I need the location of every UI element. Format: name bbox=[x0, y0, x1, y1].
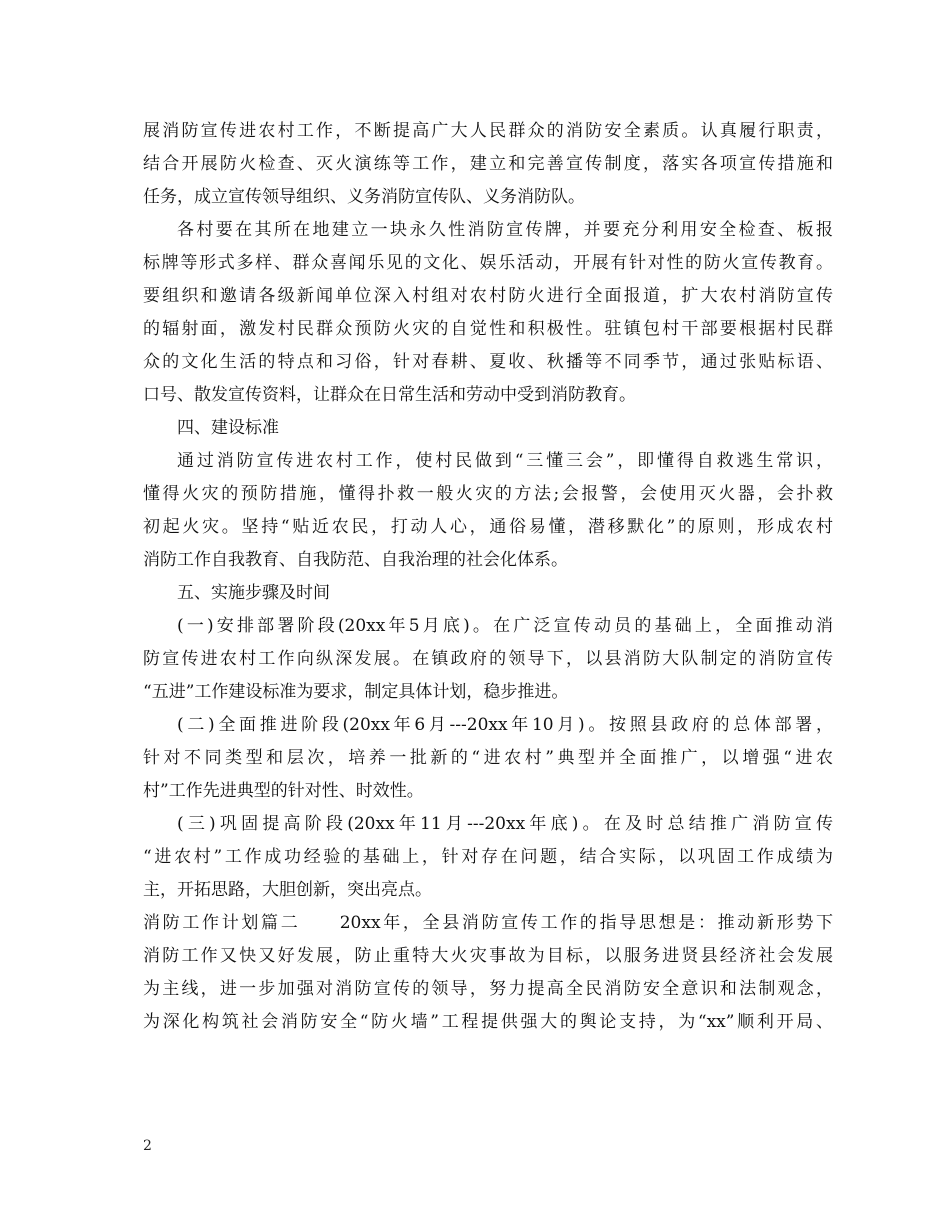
text-line: 为主线，进一步加强对消防宣传的领导，努力提高全民消防安全意识和法制观念， bbox=[143, 979, 833, 999]
text-line: 初起火灾。坚持“贴近农民，打动人心，通俗易懂，潜移默化”的原则，形成农村 bbox=[143, 517, 833, 537]
text-line: 口号、散发宣传资料，让群众在日常生活和劳动中受到消防教育。 bbox=[143, 385, 636, 405]
text-line: “五进”工作建设标准为要求，制定具体计划，稳步推进。 bbox=[143, 682, 569, 702]
text-line: 防宣传进农村工作向纵深发展。在镇政府的领导下，以县消防大队制定的消防宣传 bbox=[143, 649, 833, 669]
text-line: 消防工作计划篇二 20xx年，全县消防宣传工作的指导思想是：推动新形势下 bbox=[143, 913, 833, 933]
text-line: 消防工作又快又好发展，防止重特大火灾事故为目标，以服务进贤县经济社会发展 bbox=[143, 946, 833, 966]
text-line: 通过消防宣传进农村工作，使村民做到“三懂三会”，即懂得自救逃生常识， bbox=[177, 451, 833, 471]
text-line: 五、实施步骤及时间 bbox=[177, 583, 330, 603]
text-line: 主，开拓思路，大胆创新，突出亮点。 bbox=[143, 880, 432, 900]
text-line: 要组织和邀请各级新闻单位深入村组对农村防火进行全面报道，扩大农村消防宣传 bbox=[143, 286, 833, 306]
text-line: (三)巩固提高阶段(20xx年11月---20xx年底)。在及时总结推广消防宣传 bbox=[177, 814, 833, 834]
text-line: 村”工作先进典型的针对性、时效性。 bbox=[143, 781, 424, 801]
text-line: 众的文化生活的特点和习俗，针对春耕、夏收、秋播等不同季节，通过张贴标语、 bbox=[143, 352, 833, 372]
text-line: “进农村”工作成功经验的基础上，针对存在问题，结合实际，以巩固工作成绩为 bbox=[143, 847, 833, 867]
text-line: (一)安排部署阶段(20xx年5月底)。在广泛宣传动员的基础上，全面推动消 bbox=[177, 616, 833, 636]
text-line: 消防工作自我教育、自我防范、自我治理的社会化体系。 bbox=[143, 550, 568, 570]
text-line: 各村要在其所在地建立一块永久性消防宣传牌，并要充分利用安全检查、板报 bbox=[177, 220, 833, 240]
text-line: 标牌等形式多样、群众喜闻乐见的文化、娱乐活动，开展有针对性的防火宣传教育。 bbox=[143, 253, 833, 273]
text-line: 四、建设标准 bbox=[177, 418, 279, 438]
page-number: 2 bbox=[143, 1138, 152, 1154]
text-line: (二)全面推进阶段(20xx年6月---20xx年10月)。按照县政府的总体部署， bbox=[177, 715, 833, 735]
text-line: 懂得火灾的预防措施，懂得扑救一般火灾的方法;会报警，会使用灭火器，会扑救 bbox=[143, 484, 833, 504]
text-line: 的辐射面，激发村民群众预防火灾的自觉性和积极性。驻镇包村干部要根据村民群 bbox=[143, 319, 833, 339]
text-line: 展消防宣传进农村工作，不断提高广大人民群众的消防安全素质。认真履行职责， bbox=[143, 121, 833, 141]
text-line: 任务，成立宣传领导组织、义务消防宣传队、义务消防队。 bbox=[143, 187, 585, 207]
document-body bbox=[143, 115, 833, 1039]
text-line: 为深化构筑社会消防安全“防火墙”工程提供强大的舆论支持，为“xx”顺利开局、 bbox=[143, 1012, 833, 1032]
text-line: 结合开展防火检查、灭火演练等工作，建立和完善宣传制度，落实各项宣传措施和 bbox=[143, 154, 833, 174]
text-line: 针对不同类型和层次，培养一批新的“进农村”典型并全面推广，以增强“进农 bbox=[143, 748, 833, 768]
